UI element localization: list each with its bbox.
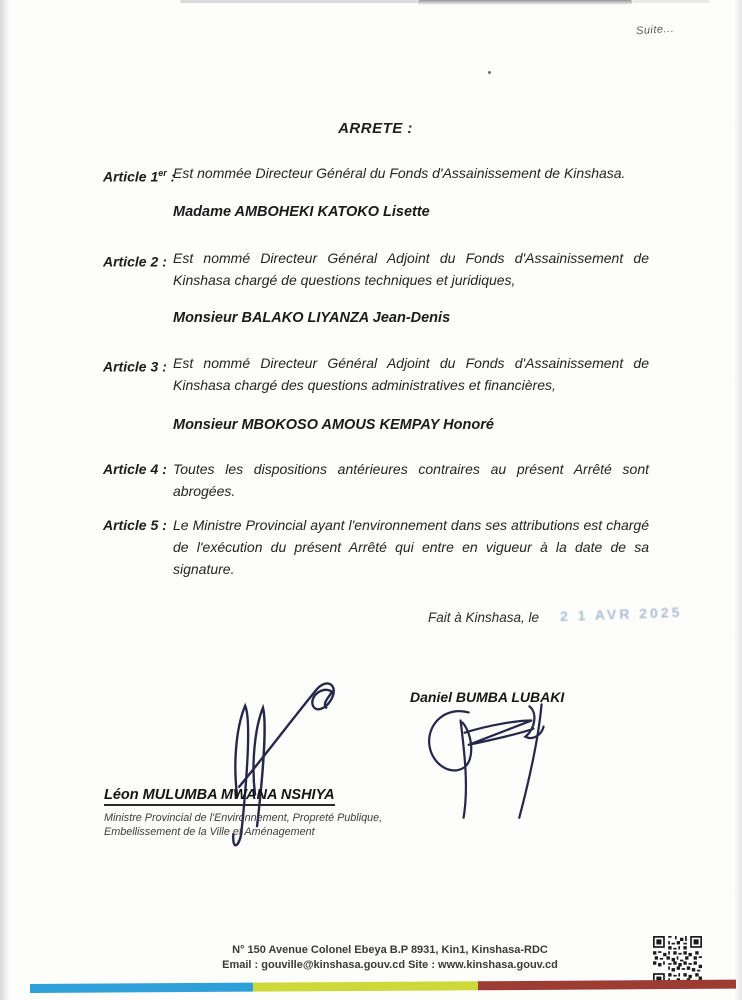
footer-address-line: N° 150 Avenue Colonel Ebeya B.P 8931, Kin1, Kinshasa-RDC: [232, 944, 548, 956]
article-2-label: [103, 247, 173, 273]
footer-contact-line: Email : gouville@kinshasa.gouv.cd Site : www.kinshasa.gouv.cd: [222, 959, 558, 971]
article-1-label: [103, 162, 176, 188]
article-5-label-text: Article 5: [103, 517, 159, 533]
article-1: [103, 162, 649, 184]
flag-bar-yellow-segment: [253, 981, 478, 991]
flag-bar-blue-segment: [30, 983, 253, 993]
article-5-body: Le Ministre Provincial ayant l'environnement dans ses attributions est chargé de l'exécution du présent Arrêté qui entre en vigueur à la date de sa signature.: [173, 517, 649, 577]
article-2-body: Est nommé Directeur Général Adjoint du Fonds d'Assainissement de Kinshasa chargé de questions techniques et juridiques,: [173, 250, 649, 288]
photo-right-edge: [734, 0, 742, 1000]
photo-left-edge: [0, 0, 9, 1000]
article-1-label-sup: er: [158, 168, 167, 178]
article-1-label-sep: :: [166, 168, 176, 185]
signer-name-right: Daniel BUMBA LUBAKI: [410, 689, 565, 705]
scan-smudge: [180, 0, 418, 3]
article-3: [103, 352, 649, 396]
article-3-body: Est nommé Directeur Général Adjoint du Fonds d'Assainissement de Kinshasa chargé des questions administratives et financières,: [173, 355, 649, 393]
article-5-label: [103, 514, 173, 536]
footer-flag-bar: [30, 980, 736, 993]
signer-left-titles: [104, 811, 382, 839]
article-2-label-text: Article 2: [103, 253, 159, 270]
handwritten-note: Suite...: [635, 22, 675, 38]
signer-left-title-line2: Embellissement de la Ville et Aménagement: [104, 826, 315, 838]
article-2-label-sep: :: [158, 253, 167, 270]
document-title: ARRETE :: [338, 120, 413, 137]
article-2: [103, 247, 649, 291]
article-3-label: [103, 352, 173, 378]
signer-name-left: Léon MULUMBA MWANA NSHIYA: [104, 787, 335, 806]
scan-smudge: [418, 0, 632, 5]
article-5-label-sep: :: [158, 517, 167, 533]
place-date-line: Fait à Kinshasa, le: [428, 610, 540, 625]
article-4: [103, 458, 649, 502]
date-stamp: 2 1 AVR 2025: [559, 603, 683, 625]
article-3-label-sep: :: [158, 358, 167, 375]
article-1-body: Est nommée Directeur Général du Fonds d'Assainissement de Kinshasa.: [173, 165, 626, 181]
article-3-label-text: Article 3: [103, 358, 159, 375]
signature-right: [416, 698, 578, 820]
appointee-name-3: Monsieur MBOKOSO AMOUS KEMPAY Honoré: [173, 417, 494, 433]
scan-smudge: [632, 0, 710, 3]
article-4-label: [103, 458, 173, 480]
flag-bar-red-segment: [478, 980, 736, 991]
appointee-name-1: Madame AMBOHEKI KATOKO Lisette: [173, 204, 430, 220]
qr-code-icon: [653, 936, 702, 985]
scan-speck: [488, 71, 491, 74]
article-4-label-sep: :: [158, 461, 167, 477]
appointee-name-2: Monsieur BALAKO LIYANZA Jean-Denis: [173, 310, 451, 326]
article-5: [103, 514, 649, 580]
signer-left-title-line1: Ministre Provincial de l'Environnement, Propreté Publique,: [104, 812, 383, 824]
footer-address-block: [150, 943, 630, 973]
article-1-label-text: Article 1: [103, 168, 159, 185]
article-4-body: Toutes les dispositions antérieures contraires au présent Arrêté sont abrogées.: [173, 461, 649, 499]
article-4-label-text: Article 4: [103, 461, 159, 477]
